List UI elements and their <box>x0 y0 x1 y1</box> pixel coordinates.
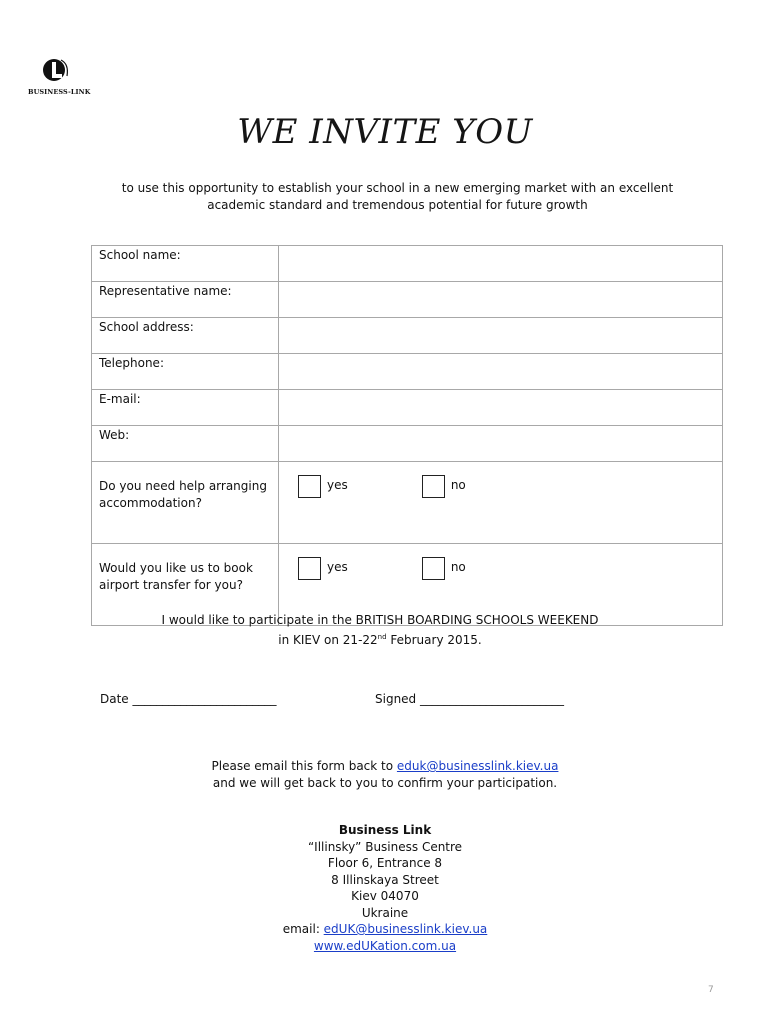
participation-statement <box>0 612 760 649</box>
participation-line-2: in KIEV on 21-22nd February 2015. <box>278 633 482 647</box>
accommodation-yes-checkbox[interactable] <box>298 475 321 498</box>
school-address-field[interactable] <box>279 318 723 354</box>
accommodation-no-option[interactable] <box>422 478 466 498</box>
form-row-address <box>92 318 723 354</box>
address-city: Kiev 04070 <box>351 889 419 903</box>
address-street: 8 Illinskaya Street <box>331 872 439 887</box>
option-label: no <box>450 560 466 574</box>
accommodation-no-checkbox[interactable] <box>422 475 445 498</box>
form-row-web <box>92 426 723 462</box>
field-label: Telephone: <box>92 354 279 390</box>
contact-email-link[interactable]: edUK@businesslink.kiev.ua <box>323 922 488 936</box>
signed-field[interactable]: Signed ________________________ <box>375 692 564 706</box>
email-note-text: Please email this form back to <box>211 759 397 773</box>
email-instructions <box>0 758 770 792</box>
option-label: yes <box>327 478 348 492</box>
contact-address <box>0 822 770 954</box>
representative-name-field[interactable] <box>279 282 723 318</box>
accommodation-yes-option[interactable] <box>298 478 418 498</box>
business-link-logo <box>28 54 91 100</box>
address-building: “Illinsky” Business Centre <box>307 839 463 854</box>
logo-emblem-icon <box>39 54 73 86</box>
form-row-email <box>92 390 723 426</box>
address-floor: Floor 6, Entrance 8 <box>327 856 443 870</box>
web-field[interactable] <box>279 426 723 462</box>
question-label: Would you like us to book airport transfer for you? <box>99 561 253 592</box>
participation-line-1: I would like to participate in the BRITISH BOARDING SCHOOLS WEEKEND <box>161 613 599 627</box>
field-label: Representative name: <box>92 282 279 318</box>
company-name: Business Link <box>338 823 432 837</box>
eduk-email-link[interactable]: eduk@businesslink.kiev.ua <box>396 759 559 773</box>
email-field[interactable] <box>279 390 723 426</box>
option-label: yes <box>327 560 348 574</box>
page-number: 7 <box>708 985 714 995</box>
registration-form <box>91 245 723 626</box>
address-country: Ukraine <box>361 905 409 920</box>
subtitle: to use this opportunity to establish your school in a new emerging market with an excellent academic standard and tremendous potential for future growth <box>121 181 674 212</box>
email-note-line-2: and we will get back to you to confirm your participation. <box>212 776 558 790</box>
field-label: School name: <box>92 246 279 282</box>
telephone-field[interactable] <box>279 354 723 390</box>
field-label: School address: <box>92 318 279 354</box>
page-title: WE INVITE YOU <box>237 112 533 152</box>
transfer-yes-checkbox[interactable] <box>298 557 321 580</box>
field-label: E-mail: <box>92 390 279 426</box>
website-link[interactable]: www.edUKation.com.ua <box>313 938 457 953</box>
form-row-representative <box>92 282 723 318</box>
transfer-no-option[interactable] <box>422 560 466 580</box>
form-row-telephone <box>92 354 723 390</box>
school-name-field[interactable] <box>279 246 723 282</box>
transfer-yes-option[interactable] <box>298 560 418 580</box>
transfer-no-checkbox[interactable] <box>422 557 445 580</box>
question-label: Do you need help arranging accommodation? <box>99 479 267 510</box>
field-label: Web: <box>92 426 279 462</box>
form-row-school-name <box>92 246 723 282</box>
form-row-accommodation <box>92 462 723 544</box>
option-label: no <box>450 478 466 492</box>
email-label: email: <box>282 922 324 936</box>
logo-text: BUSINESS-LINK <box>28 88 91 96</box>
date-field[interactable]: Date ________________________ <box>100 692 277 706</box>
